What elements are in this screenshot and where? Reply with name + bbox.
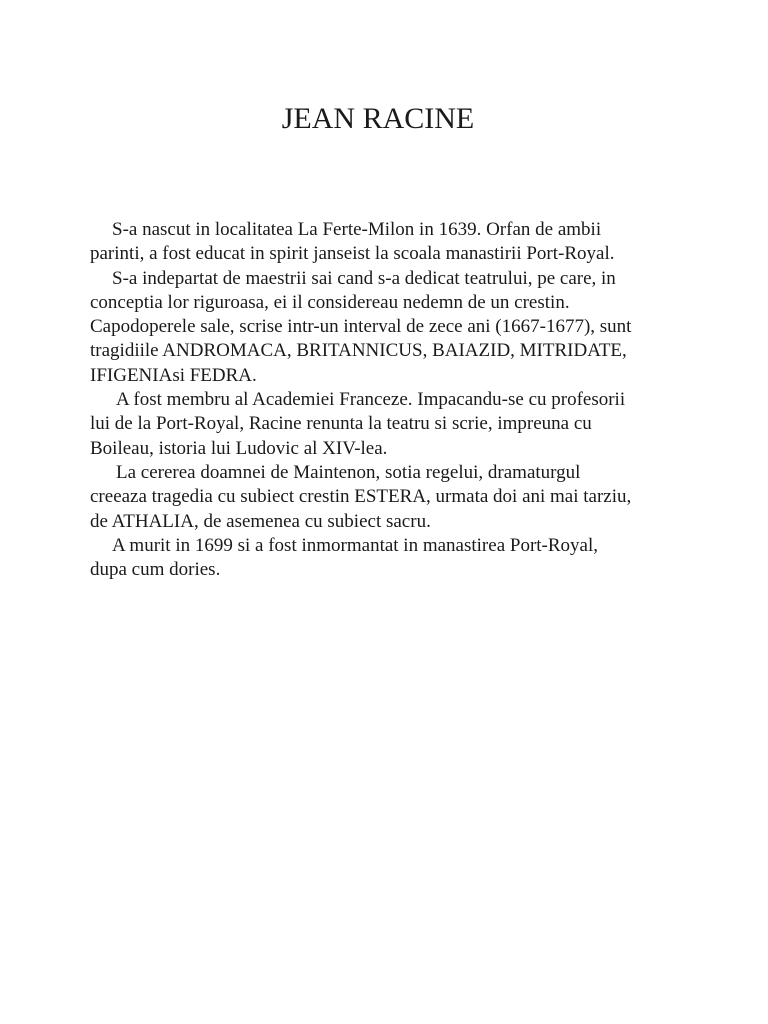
text-line: Capodoperele sale, scrise intr-un interval de zece ani (1667-1677), sunt [90, 316, 632, 338]
text-line: creeaza tragedia cu subiect crestin ESTERA, urmata doi ani mai tarziu, [90, 486, 632, 508]
text-line: tragidiile ANDROMACA, BRITANNICUS, BAIAZID, MITRIDATE, [90, 340, 627, 362]
text-line: Boileau, istoria lui Ludovic al XIV-lea. [90, 437, 388, 459]
page-title: JEAN RACINE [281, 102, 475, 135]
text-line: La cererea doamnei de Maintenon, sotia regelui, dramaturgul [116, 461, 581, 483]
text-line: de ATHALIA, de asemenea cu subiect sacru. [90, 510, 431, 532]
text-line: conceptia lor riguroasa, ei il considereau nedemn de un crestin. [90, 291, 570, 313]
text-line: S-a indepartat de maestrii sai cand s-a dedicat teatrului, pe care, in [112, 267, 616, 289]
text-line: S-a nascut in localitatea La Ferte-Milon in 1639. Orfan de ambii [112, 219, 602, 240]
text-line: lui de la Port-Royal, Racine renunta la teatru si scrie, impreuna cu [90, 413, 592, 435]
text-line: parinti, a fost educat in spirit janseist la scoala manastirii Port-Royal. [90, 243, 615, 265]
body-text [90, 218, 690, 582]
text-line: dupa cum dories. [90, 559, 221, 581]
text-line: IFIGENIAsi FEDRA. [90, 364, 257, 386]
text-line: A fost membru al Academiei Franceze. Impacandu-se cu profesorii [116, 389, 626, 411]
text-line: A murit in 1699 si a fost inmormantat in manastirea Port-Royal, [112, 534, 599, 556]
